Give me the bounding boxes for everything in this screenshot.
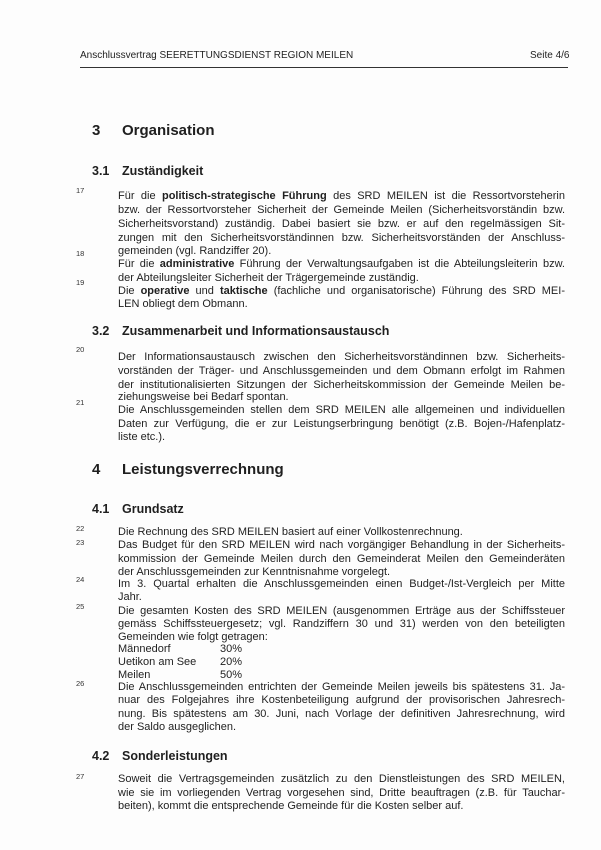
margin-number: 24 [76, 575, 85, 584]
paragraph-line: Das Budget für den SRD MEILEN wird nach vorgängiger Behandlung in der Sicherheits- [118, 539, 565, 551]
paragraph-line: bzw. der Ressortvorsteher Sicherheit der Gemeinde Meilen (Sicherheitsvorständin bzw. [118, 204, 565, 216]
paragraph-line: nuar des Folgejahres ihre Kostenbeteiligung aufgrund der provisorischen Jahresrech- [118, 694, 565, 706]
paragraph-line: gemäss Schiffssteuergesetz; vgl. Randziffern 30 und 31) werden von den beteiligten [118, 618, 565, 630]
cost-share-gemeinde: Männedorf [118, 643, 171, 655]
cost-share-gemeinde: Meilen [118, 669, 151, 681]
paragraph-line: Jahr. [118, 591, 142, 603]
paragraph-line: Die Anschlussgemeinden entrichten der Gemeinde Meilen jeweils bis spätestens 31. Ja- [118, 681, 565, 693]
subsection-number: 3.1 [92, 164, 110, 178]
margin-number: 20 [76, 345, 85, 354]
subsection-title: Zusammenarbeit und Informationsaustausch [122, 324, 390, 338]
paragraph-line: Soweit die Vertragsgemeinden zusätzlich zu den Dienstleistungen des SRD MEILEN, [118, 773, 565, 785]
header-rule [80, 67, 568, 68]
paragraph-line: liste etc.). [118, 431, 166, 443]
margin-number: 17 [76, 186, 85, 195]
paragraph-line: der Anschlussgemeinden zur Kenntnisnahme vorgelegt. [118, 566, 391, 578]
paragraph-line: beiten), kommt die entsprechende Gemeinde für die Kosten selber auf. [118, 800, 464, 812]
cost-share-gemeinde: Uetikon am See [118, 656, 197, 668]
section-number: 4 [92, 461, 101, 478]
paragraph-line: Die Rechnung des SRD MEILEN basiert auf einer Vollkostenrechnung. [118, 526, 463, 538]
margin-number: 22 [76, 524, 85, 533]
paragraph-line: gemeinden (vgl. Randziffer 20). [118, 245, 272, 257]
subsection-title: Sonderleistungen [122, 749, 228, 763]
paragraph-line: vorständen der Träger- und Anschlussgemeinden und dem Obmann erfolgt im Rahmen [118, 365, 565, 377]
margin-number: 23 [76, 538, 85, 547]
subsection-title: Zuständigkeit [122, 164, 204, 178]
paragraph-line: zungen mit den Sicherheitsvorständinnen bzw. Sicherheitsvorständen der Anschluss- [118, 232, 565, 244]
margin-number: 26 [76, 679, 85, 688]
paragraph-line: Im 3. Quartal erhalten die Anschlussgemeinden einen Budget-/Ist-Vergleich per Mitte [118, 578, 565, 590]
paragraph-line: der Saldo ausgeglichen. [118, 721, 237, 733]
paragraph-line: Für die administrative Führung der Verwaltungsaufgaben ist die Abteilungsleiterin bzw. [118, 258, 565, 270]
subsection-number: 4.2 [92, 749, 110, 763]
paragraph-line: ziehungsweise bei Bedarf spontan. [118, 391, 289, 403]
paragraph-line: Der Informationsaustausch zwischen den Sicherheitsvorständinnen bzw. Sicherheits- [118, 351, 565, 363]
cost-share-anteil: 30% [220, 643, 243, 655]
paragraph-line: nung. Bis spätestens am 30. Juni, nach Vorlage der definitiven Jahresrechnung, wird [118, 708, 565, 720]
paragraph-line: Für die politisch-strategische Führung des SRD MEILEN ist die Ressortvorsteherin [118, 190, 565, 202]
section-title: Organisation [122, 122, 215, 139]
paragraph-line: LEN obliegt dem Obmann. [118, 298, 248, 310]
cost-share-anteil: 20% [220, 656, 243, 668]
paragraph-line: der Abteilungsleiter Sicherheit der Trägergemeinde zuständig. [118, 272, 419, 284]
paragraph-line: Die Anschlussgemeinden stellen dem SRD MEILEN alle allgemeinen und individuellen [118, 404, 565, 416]
margin-number: 19 [76, 278, 85, 287]
paragraph-line: Sicherheitsvorstand) zuständig. Dabei basiert sie bzw. er auf den regelmässigen Sit- [118, 218, 565, 230]
paragraph-line: Gemeinden wie folgt getragen: [118, 631, 268, 643]
subsection-number: 4.1 [92, 502, 110, 516]
margin-number: 18 [76, 249, 85, 258]
section-number: 3 [92, 122, 101, 139]
subsection-title: Grundsatz [122, 502, 184, 516]
subsection-number: 3.2 [92, 324, 110, 338]
margin-number: 25 [76, 602, 85, 611]
margin-number: 21 [76, 398, 85, 407]
page-number: Seite 4/6 [530, 50, 570, 61]
paragraph-line: wie sie im vorliegenden Vertrag vorgesehen sind, Dritte beauftragen (z.B. für Tauchar- [118, 787, 565, 799]
paragraph-line: Die operative und taktische (fachliche und organisatorische) Führung des SRD MEI- [118, 285, 565, 297]
margin-number: 27 [76, 772, 85, 781]
paragraph-line: der institutionalisierten Sitzungen der Sicherheitskommission der Gemeinde Meilen be- [118, 379, 565, 391]
running-header-title: Anschlussvertrag SEERETTUNGSDIENST REGION MEILEN [80, 50, 354, 61]
paragraph-line: Die gesamten Kosten des SRD MEILEN (ausgenommen Erträge aus der Schiffssteuer [118, 605, 565, 617]
section-title: Leistungsverrechnung [122, 461, 284, 478]
cost-share-anteil: 50% [220, 669, 243, 681]
paragraph-line: kommission der Gemeinde Meilen durch den Gemeinderat Meilen den Gemeinderäten [118, 553, 565, 565]
paragraph-line: Daten zur Verfügung, die er zur Leistungserbringung benötigt (z.B. Bojen-/Hafenplatz- [118, 418, 565, 430]
